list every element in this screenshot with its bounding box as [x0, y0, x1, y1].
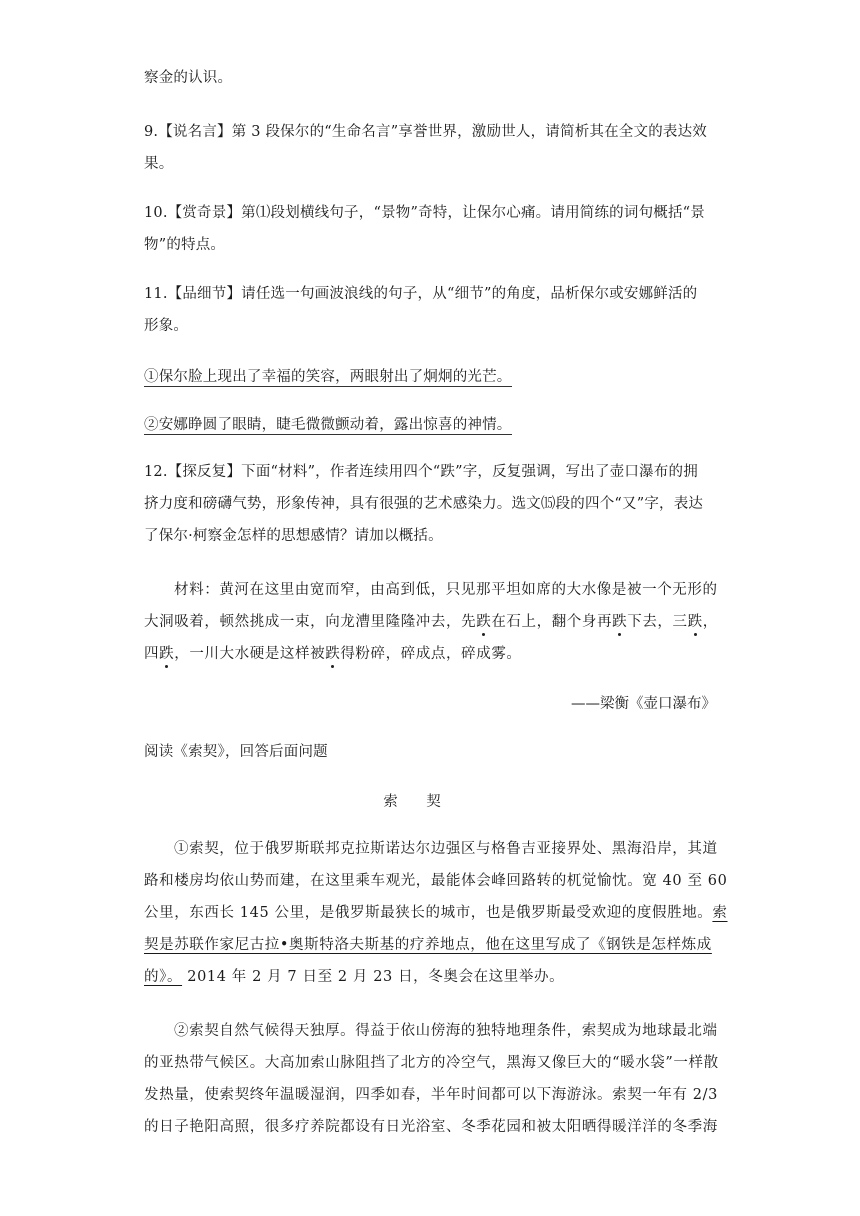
article-p2-line-1: ②索契自然气候得天独厚。得益于依山傍海的独特地理条件，索契成为地球最北端	[174, 1023, 718, 1039]
material-line-1: 材料：黄河在这里由宽而窄，由高到低，只见那平坦如席的大水像是被一个无形的	[174, 582, 718, 598]
question-12-line-2: 挤力度和磅礴气势，形象传神，具有很强的艺术感染力。选文⒂段的四个“又”字，表达	[144, 496, 704, 512]
article-p1-line-5	[144, 967, 564, 987]
material-line-3	[144, 644, 522, 664]
material-source: ——梁衡《壶口瀑布》	[571, 696, 716, 712]
question-12-line-3: 了保尔·柯察金怎样的思想感情？请加以概括。	[144, 528, 443, 544]
question-12-line-1: 12.【探反复】下面“材料”，作者连续用四个“跌”字，反复强调，写出了壶口瀑布的拥	[144, 464, 698, 480]
material-text: 得粉碎，碎成点，碎成雾。	[340, 646, 522, 662]
article-text: 2014 年 2 月 7 日至 2 月 23 日，冬奥会在这里举办。	[182, 969, 565, 985]
question-9-line-1: 9.【说名言】第 3 段保尔的“生命名言”享誉世界，激励世人，请简析其在全文的表达效	[144, 124, 708, 140]
question-10-line-1: 10.【赏奇景】第⑴段划横线句子，“景物”奇特，让保尔心痛。请用简练的词句概括“景	[144, 205, 705, 221]
material-line-2	[144, 612, 718, 632]
emphasis-character: 跌	[159, 646, 175, 662]
article-p2-line-4: 的日子艳阳高照，很多疗养院都设有日光浴室、冬季花园和被太阳晒得暖洋洋的冬季海	[144, 1119, 718, 1135]
wavy-sentence-1-text: ①保尔脸上现出了幸福的笑容，两眼射出了炯炯的光芒。	[144, 369, 512, 385]
article-p1-line-1: ①索契，位于俄罗斯联邦克拉斯诺达尔边强区与格鲁吉亚接界处、黑海沿岸，其道	[174, 841, 718, 857]
material-text: 大洞吸着，顿然挑成一束，向龙漕里隆隆冲去，先	[144, 614, 477, 630]
underlined-text: 索	[712, 905, 728, 921]
emphasis-character: 跌	[612, 614, 628, 630]
material-text: ，	[702, 614, 718, 630]
question-11-line-1: 11.【品细节】请任选一句画波浪线的句子，从“细节”的角度，品析保尔或安娜鲜活的	[144, 286, 698, 302]
emphasis-character: 跌	[476, 614, 492, 630]
material-text: 下去，三	[627, 614, 688, 630]
material-text: ，一川大水硬是这样被	[174, 646, 326, 662]
wavy-sentence-2	[144, 415, 512, 435]
material-text: 四	[144, 646, 160, 662]
question-10-line-2: 物”的特点。	[144, 237, 226, 253]
article-p1-line-2: 路和楼房均依山势而建，在这里乘车观光，最能体会峰回路转的杌觉愉忱。宽 40 至 60	[144, 873, 728, 889]
underlined-text: 的》。	[144, 969, 183, 985]
article-title: 索 契	[383, 794, 453, 810]
fragment-text: 察金的认识。	[144, 70, 233, 86]
article-p2-line-3: 发热量，使索契终年温暖湿润，四季如春，半年时间都可以下海游泳。索契一年有 2/3	[144, 1087, 718, 1103]
reading-intro: 阅读《索契》，回答后面问题	[144, 744, 328, 760]
article-p1-line-4	[144, 935, 712, 955]
emphasis-character: 跌	[325, 646, 341, 662]
material-text: 在石上，翻个身再	[491, 614, 613, 630]
article-p1-line-3	[144, 903, 728, 923]
emphasis-character: 跌	[687, 614, 703, 630]
article-p2-line-2: 的亚热带气候区。大高加索山脉阻挡了北方的冷空气，黑海又像巨大的“暖水袋”一样散	[144, 1055, 719, 1071]
wavy-sentence-1	[144, 367, 512, 387]
wavy-sentence-2-text: ②安娜睁圆了眼睛，睫毛微微颤动着，露出惊喜的神情。	[144, 417, 512, 433]
article-text: 公里，东西长 145 公里，是俄罗斯最狭长的城市，也是俄罗斯最受欢迎的度假胜地。	[144, 905, 713, 921]
underlined-text: 契是苏联作家尼古拉•奥斯特洛夫斯基的疗养地点，他在这里写成了《钢铁是怎样炼成	[144, 937, 712, 953]
question-9-line-2: 果。	[144, 156, 174, 172]
question-11-line-2: 形象。	[144, 318, 189, 334]
